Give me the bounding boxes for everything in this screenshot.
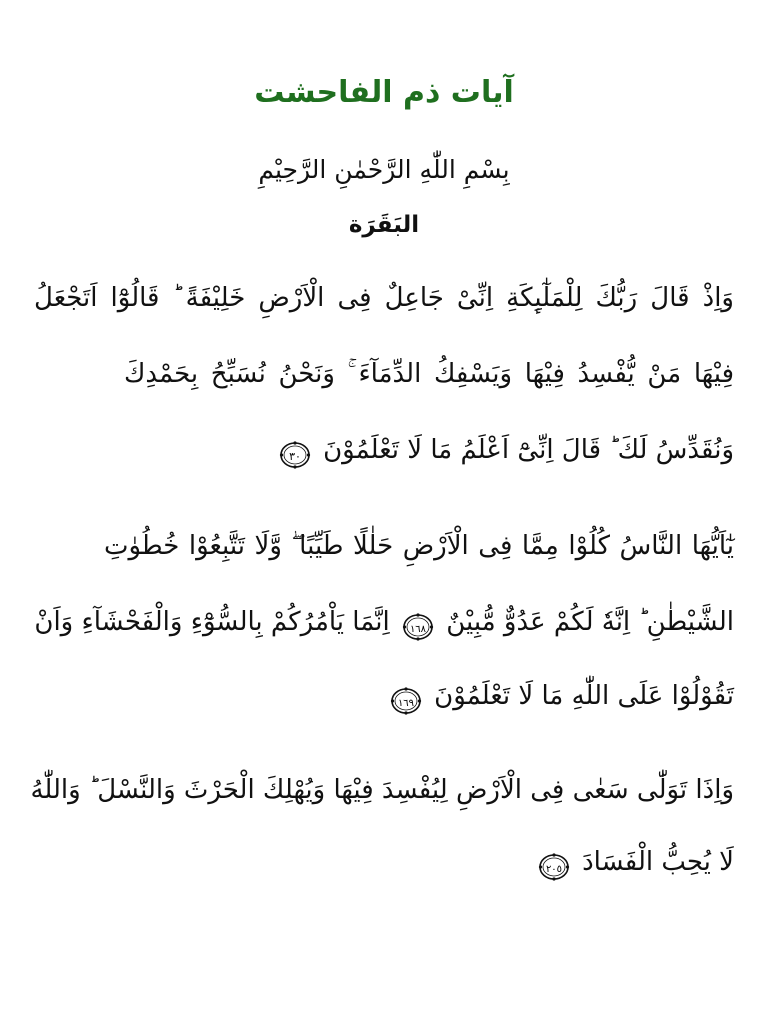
verse-line [470, 838, 734, 886]
ayah-number-marker [390, 683, 422, 711]
verse-line [250, 426, 734, 474]
ayah-number-marker [279, 437, 311, 465]
verse-text: لَا یُحِبُّ الْفَسَادَ [582, 847, 734, 877]
verse-line [104, 522, 734, 570]
ayah-frame-icon [538, 853, 570, 881]
verse-text: یٰٓاَیُّهَا النَّاسُ كُلُوْا مِمَّا فِی الْاَرْضِ حَلٰلًا طَیِّبًا ۖؗ وَّلَا تَتَّبِعُوْا خُطُوٰتِ [104, 531, 734, 561]
verse-text: وَاِذْ قَالَ رَبُّكَ لِلْمَلٰٓىِٕكَةِ اِنِّیْ جَاعِلٌ فِی الْاَرْضِ خَلِیْفَةً ؕ قَالُوْٓا اَتَجْعَلُ [34, 283, 734, 313]
ayah-number: ٣٠ [288, 449, 301, 463]
verse-text: وَاِذَا تَوَلّٰى سَعٰى فِی الْاَرْضِ لِیُفْسِدَ فِیْهَا وَیُهْلِكَ الْحَرْثَ وَالنَّسْلَ ؕ وَاللّٰهُ [30, 775, 734, 805]
verse-text: تَقُوْلُوْا عَلَى اللّٰهِ مَا لَا تَعْلَمُوْنَ [434, 681, 734, 711]
ayah-number-marker [402, 609, 434, 637]
ayah-number: ١٦٨ [409, 623, 427, 635]
ayah-number: ٢٠٥ [545, 863, 562, 875]
verse-text: الشَّیْطٰنِ ؕ اِنَّهٗ لَكُمْ عَدُوٌّ مُّبِیْنٌ [446, 607, 734, 637]
verse-text: اِنَّمَا یَاْمُرُكُمْ بِالسُّوْٓءِ وَالْفَحْشَآءِ وَاَنْ [34, 607, 390, 637]
page-title: آیات ذم الفاحشت [254, 75, 514, 110]
ayah-frame-icon [279, 441, 311, 469]
ayah-frame-icon [390, 687, 422, 715]
verse-line [34, 274, 734, 322]
ayah-number: ١٦٩ [397, 697, 414, 709]
verse-text: وَنُقَدِّسُ لَكَ ؕ قَالَ اِنِّیْٓ اَعْلَمُ مَا لَا تَعْلَمُوْنَ [323, 435, 734, 465]
surah-name: البَقَرَة [348, 212, 420, 238]
ayah-frame-icon [402, 613, 434, 641]
ayah-number-marker [538, 849, 570, 877]
verse-line [30, 766, 734, 814]
verse-line [34, 598, 734, 646]
bismillah-calligraphy: بِسْمِ اللّٰهِ الرَّحْمٰنِ الرَّحِیْمِ [258, 155, 510, 184]
verse-line [124, 350, 734, 398]
verse-line [390, 672, 734, 720]
verse-text: فِیْهَا مَنْ یُّفْسِدُ فِیْهَا وَیَسْفِكُ الدِّمَآءَ ۚ وَنَحْنُ نُسَبِّحُ بِحَمْدِكَ [124, 359, 734, 389]
